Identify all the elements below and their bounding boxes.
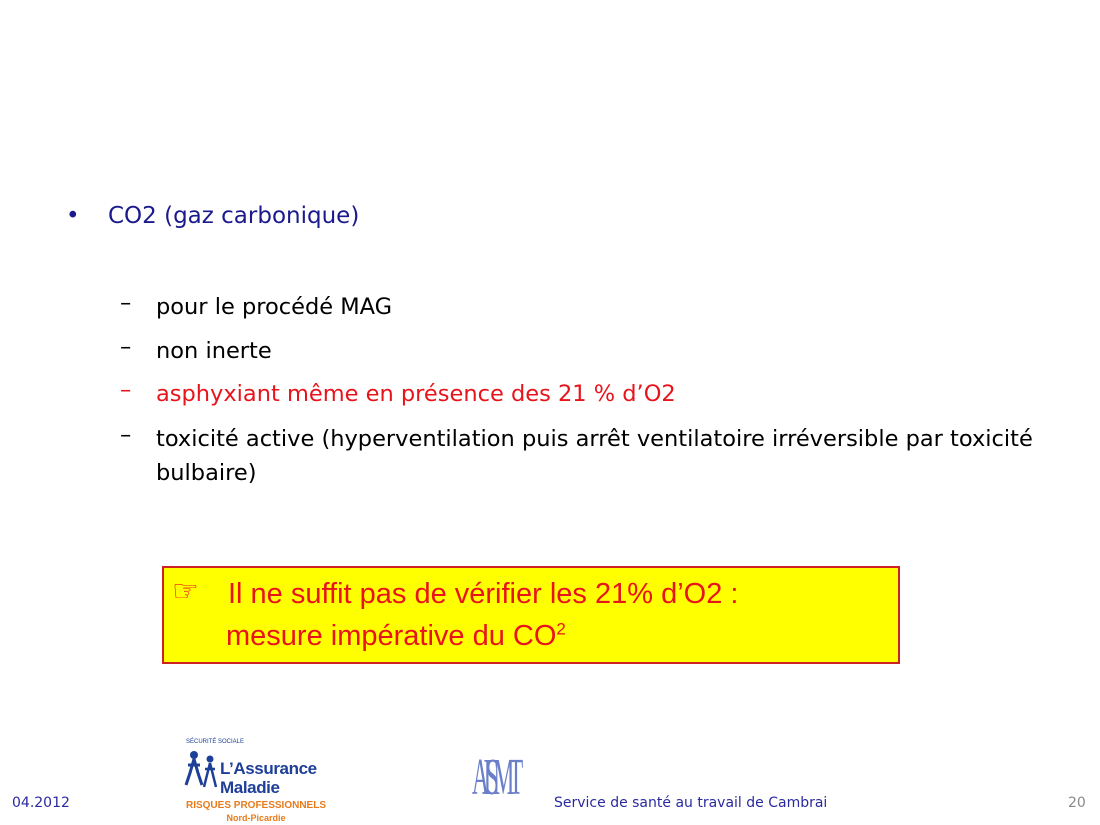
footer-date: 04.2012: [12, 795, 70, 811]
assurance-maladie-logo: [180, 733, 332, 825]
aismt-logo-text: AISMT: [472, 749, 518, 806]
dash-icon: –: [120, 334, 132, 360]
logo-tag: SÉCURITÉ SOCIALE: [186, 739, 245, 745]
page-number: 20: [1068, 795, 1086, 811]
callout-line-2-text: mesure impérative du CO: [226, 620, 557, 652]
sub-item-text: non inerte: [156, 338, 272, 364]
pointing-hand-icon: ☞: [172, 575, 199, 608]
sub-item-text: toxicité active (hyperventilation puis arrêt ventilatoire irréversible par toxicité bulbaire): [156, 426, 1033, 486]
callout-line-2: [226, 620, 566, 653]
aismt-logo: [472, 727, 548, 825]
bullet-dot-icon: •: [66, 203, 80, 229]
logo-region: Nord-Picardie: [226, 813, 286, 823]
sub-item-text: asphyxiant même en présence des 21 % d’O2: [156, 381, 676, 407]
footer-service: Service de santé au travail de Cambrai: [554, 795, 828, 811]
figures-icon: [182, 745, 222, 795]
logo-title-line-2: Maladie: [220, 778, 280, 797]
logo-title: [220, 759, 317, 797]
dash-icon: –: [120, 422, 132, 448]
callout-line-1: Il ne suffit pas de vérifier les 21% d’O2 :: [228, 578, 739, 610]
dash-icon: –: [120, 290, 132, 316]
logo-title-line-1: L’Assurance: [220, 759, 317, 778]
warning-callout: [162, 566, 900, 664]
callout-superscript: 2: [556, 619, 566, 639]
dash-icon: –: [120, 377, 132, 403]
main-bullet-text: CO2 (gaz carbonique): [108, 203, 360, 229]
sub-item-text: pour le procédé MAG: [156, 294, 393, 320]
logo-band: RISQUES PROFESSIONNELS: [180, 799, 332, 813]
